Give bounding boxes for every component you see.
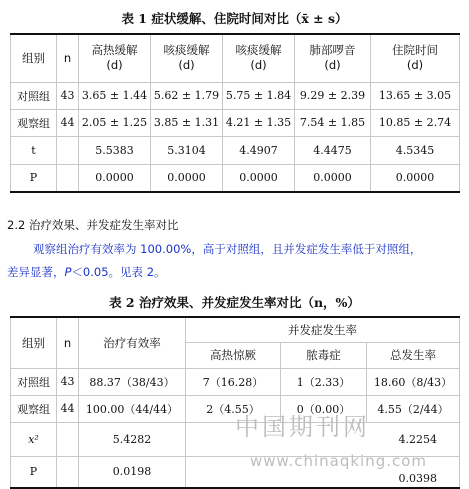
table-cell: 0（0.00） — [281, 395, 367, 422]
table2-header-complication: 并发症发生率 — [186, 317, 460, 342]
table-cell: 9.29 ± 2.39 — [295, 82, 371, 109]
table1-header-row — [11, 34, 460, 82]
table-cell: 对照组 — [11, 82, 57, 109]
table-cell: 13.65 ± 3.05 — [371, 82, 460, 109]
table-cell: 0.0398 — [186, 456, 460, 488]
table-cell: 100.00（44/44） — [79, 395, 186, 422]
table-cell — [57, 164, 79, 192]
table-cell: 1（2.33） — [281, 368, 367, 395]
paragraph-text-2: 差异显著， — [7, 265, 65, 279]
table2-header-total: 总发生率 — [367, 342, 460, 368]
table1-header-fever: 高热缓解 (d) — [79, 34, 151, 82]
table-cell: 4.5345 — [371, 136, 460, 164]
table-cell: 18.60（8/43） — [367, 368, 460, 395]
table1-header-n: n — [57, 34, 79, 82]
table-cell: 2.05 ± 1.25 — [79, 109, 151, 136]
table-cell: 4.21 ± 1.35 — [223, 109, 295, 136]
table1-header-sputum: 咳痰缓解 (d) — [223, 34, 295, 82]
p-symbol: P — [64, 265, 72, 279]
table1-caption: 表 1 症状缓解、住院时间对比（x̄ ± s） — [121, 11, 348, 26]
table-cell: 2（4.55） — [186, 395, 281, 422]
table2-header-group: 组别 — [11, 317, 57, 368]
table-cell: 10.85 ± 2.74 — [371, 109, 460, 136]
table2-header-row — [11, 317, 460, 342]
table-cell — [57, 422, 79, 456]
table2-caption: 表 2 治疗效果、并发症发生率对比（n，%） — [109, 295, 360, 310]
table-row — [11, 164, 460, 192]
table-cell: 观察组 — [11, 395, 57, 422]
table-cell: P — [11, 164, 57, 192]
table1-header-rales: 肺部啰音 (d) — [295, 34, 371, 82]
table-cell: 5.75 ± 1.84 — [223, 82, 295, 109]
table-cell: 4.4907 — [223, 136, 295, 164]
table2-header-sepsis: 脓毒症 — [281, 342, 367, 368]
table-cell: t — [11, 136, 57, 164]
table-row — [11, 368, 460, 395]
table-cell: 0.0000 — [223, 164, 295, 192]
table-cell: P — [11, 456, 57, 488]
table-cell: 44 — [57, 109, 79, 136]
table-cell: 7.54 ± 1.85 — [295, 109, 371, 136]
table-cell: 5.62 ± 1.79 — [151, 82, 223, 109]
results-paragraph — [7, 238, 462, 284]
table2-header-efficacy: 治疗有效率 — [79, 317, 186, 368]
table-cell: 0.0000 — [295, 164, 371, 192]
table1 — [10, 33, 460, 193]
watermark-text: 中国期刊网 — [235, 413, 370, 441]
table-cell: 5.5383 — [79, 136, 151, 164]
table-cell: 5.4282 — [79, 422, 186, 456]
table-cell: 7（16.28） — [186, 368, 281, 395]
table1-header-cough: 咳痰缓解 (d) — [151, 34, 223, 82]
table-cell: 5.3104 — [151, 136, 223, 164]
table-cell: 0.0000 — [151, 164, 223, 192]
table-cell: 对照组 — [11, 368, 57, 395]
table-cell: 43 — [57, 82, 79, 109]
table-cell: 4.55（2/44） — [367, 395, 460, 422]
table1-header-group: 组别 — [11, 34, 57, 82]
watermark-url: www.chinaqking.com — [250, 452, 428, 470]
table1-header-stay: 住院时间 (d) — [371, 34, 460, 82]
table-cell: 0.0000 — [79, 164, 151, 192]
table-row — [11, 109, 460, 136]
paragraph-text-3: ＜0.05。见表 2。 — [71, 265, 166, 279]
table-cell: 88.37（38/43） — [79, 368, 186, 395]
table-cell: 3.65 ± 1.44 — [79, 82, 151, 109]
table-cell — [57, 456, 79, 488]
table-cell: 4.2254 — [186, 422, 460, 456]
table-cell: x² — [11, 422, 57, 456]
table-cell — [57, 136, 79, 164]
paragraph-text-1: 观察组治疗有效率为 100.00%，高于对照组，且并发症发生率低于对照组， — [33, 242, 422, 256]
table-row — [11, 82, 460, 109]
section-heading: 2.2 治疗效果、并发症发生率对比 — [7, 218, 179, 232]
table-cell: 3.85 ± 1.31 — [151, 109, 223, 136]
table2-header-febrile-convulsion: 高热惊厥 — [186, 342, 281, 368]
table-cell: 0.0000 — [371, 164, 460, 192]
table-cell: 43 — [57, 368, 79, 395]
table-cell: 4.4475 — [295, 136, 371, 164]
table-row — [11, 136, 460, 164]
table-cell: 0.0198 — [79, 456, 186, 488]
table-cell: 观察组 — [11, 109, 57, 136]
table2-header-n: n — [57, 317, 79, 368]
table-cell: 44 — [57, 395, 79, 422]
